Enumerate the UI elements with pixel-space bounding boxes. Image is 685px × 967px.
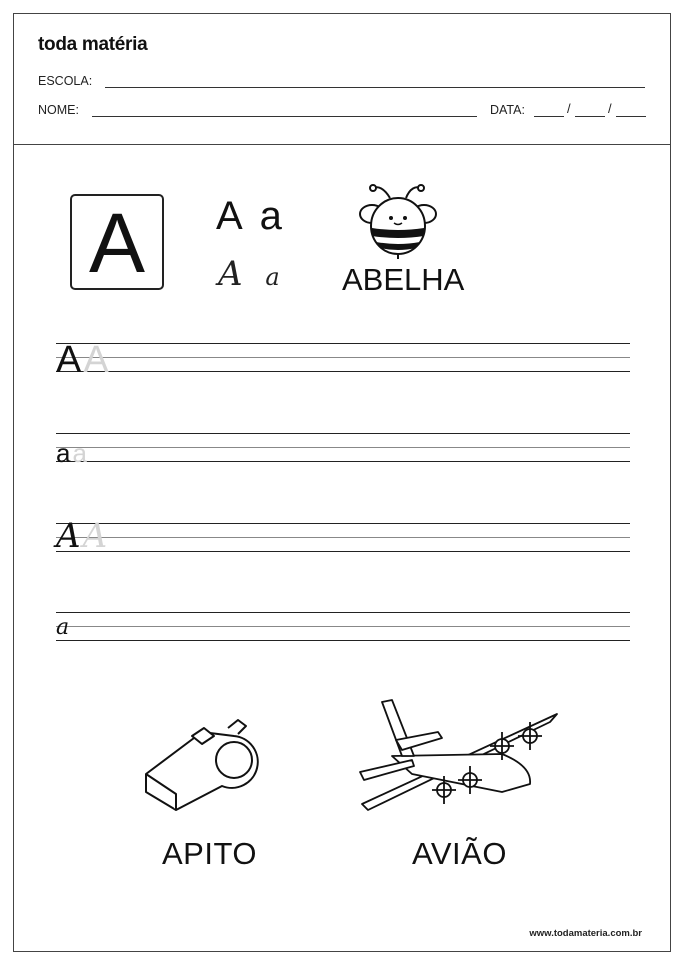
guide-line [56, 626, 630, 627]
trace-row-lower[interactable] [56, 440, 87, 466]
guide-line [56, 461, 630, 462]
brand-logo: toda matéria [38, 34, 148, 55]
trace-model-letter: a [56, 438, 71, 468]
worksheet [13, 13, 671, 952]
date-separator: / [608, 101, 612, 116]
school-label: ESCOLA: [38, 74, 93, 88]
whistle-icon [142, 714, 262, 814]
word-apito: APITO [162, 836, 257, 871]
trace-ghost-letter: A [82, 516, 108, 556]
trace-row-cursive-upper[interactable] [56, 516, 108, 556]
guide-line [56, 612, 630, 613]
guide-line [56, 343, 630, 344]
trace-row-cursive-lower[interactable] [56, 617, 71, 639]
guide-line [56, 537, 630, 538]
guide-line [56, 447, 630, 448]
guide-line [56, 551, 630, 552]
cursive-letters [218, 254, 286, 294]
guide-line [56, 640, 630, 641]
name-label: NOME: [38, 103, 79, 117]
print-lower: a [259, 194, 286, 238]
trace-ghost-letter: a [72, 438, 87, 468]
print-upper: A [216, 194, 245, 238]
date-label: DATA: [490, 103, 525, 117]
guide-line [56, 357, 630, 358]
letter-card [70, 194, 164, 290]
name-field[interactable] [92, 116, 477, 117]
word-aviao: AVIÃO [412, 836, 507, 871]
trace-row-upper[interactable] [56, 341, 109, 379]
big-letter: A [88, 196, 146, 290]
footer-url[interactable]: www.todamateria.com.br [529, 928, 642, 939]
bee-icon [354, 180, 444, 260]
header [14, 14, 670, 145]
word-abelha: ABELHA [342, 262, 465, 297]
cursive-upper: A [218, 254, 249, 294]
print-letters [216, 194, 286, 239]
cursive-lower: a [265, 263, 286, 291]
date-separator: / [567, 101, 571, 116]
school-field[interactable] [105, 87, 645, 88]
trace-model-letter: A [56, 516, 81, 556]
date-day-field[interactable] [534, 116, 564, 117]
date-year-field[interactable] [616, 116, 646, 117]
trace-model-letter: A [56, 339, 82, 381]
guide-line [56, 433, 630, 434]
date-month-field[interactable] [575, 116, 605, 117]
trace-ghost-letter: A [83, 339, 109, 381]
guide-line [56, 371, 630, 372]
trace-model-letter: a [56, 615, 70, 640]
airplane-icon [352, 694, 562, 814]
guide-line [56, 523, 630, 524]
